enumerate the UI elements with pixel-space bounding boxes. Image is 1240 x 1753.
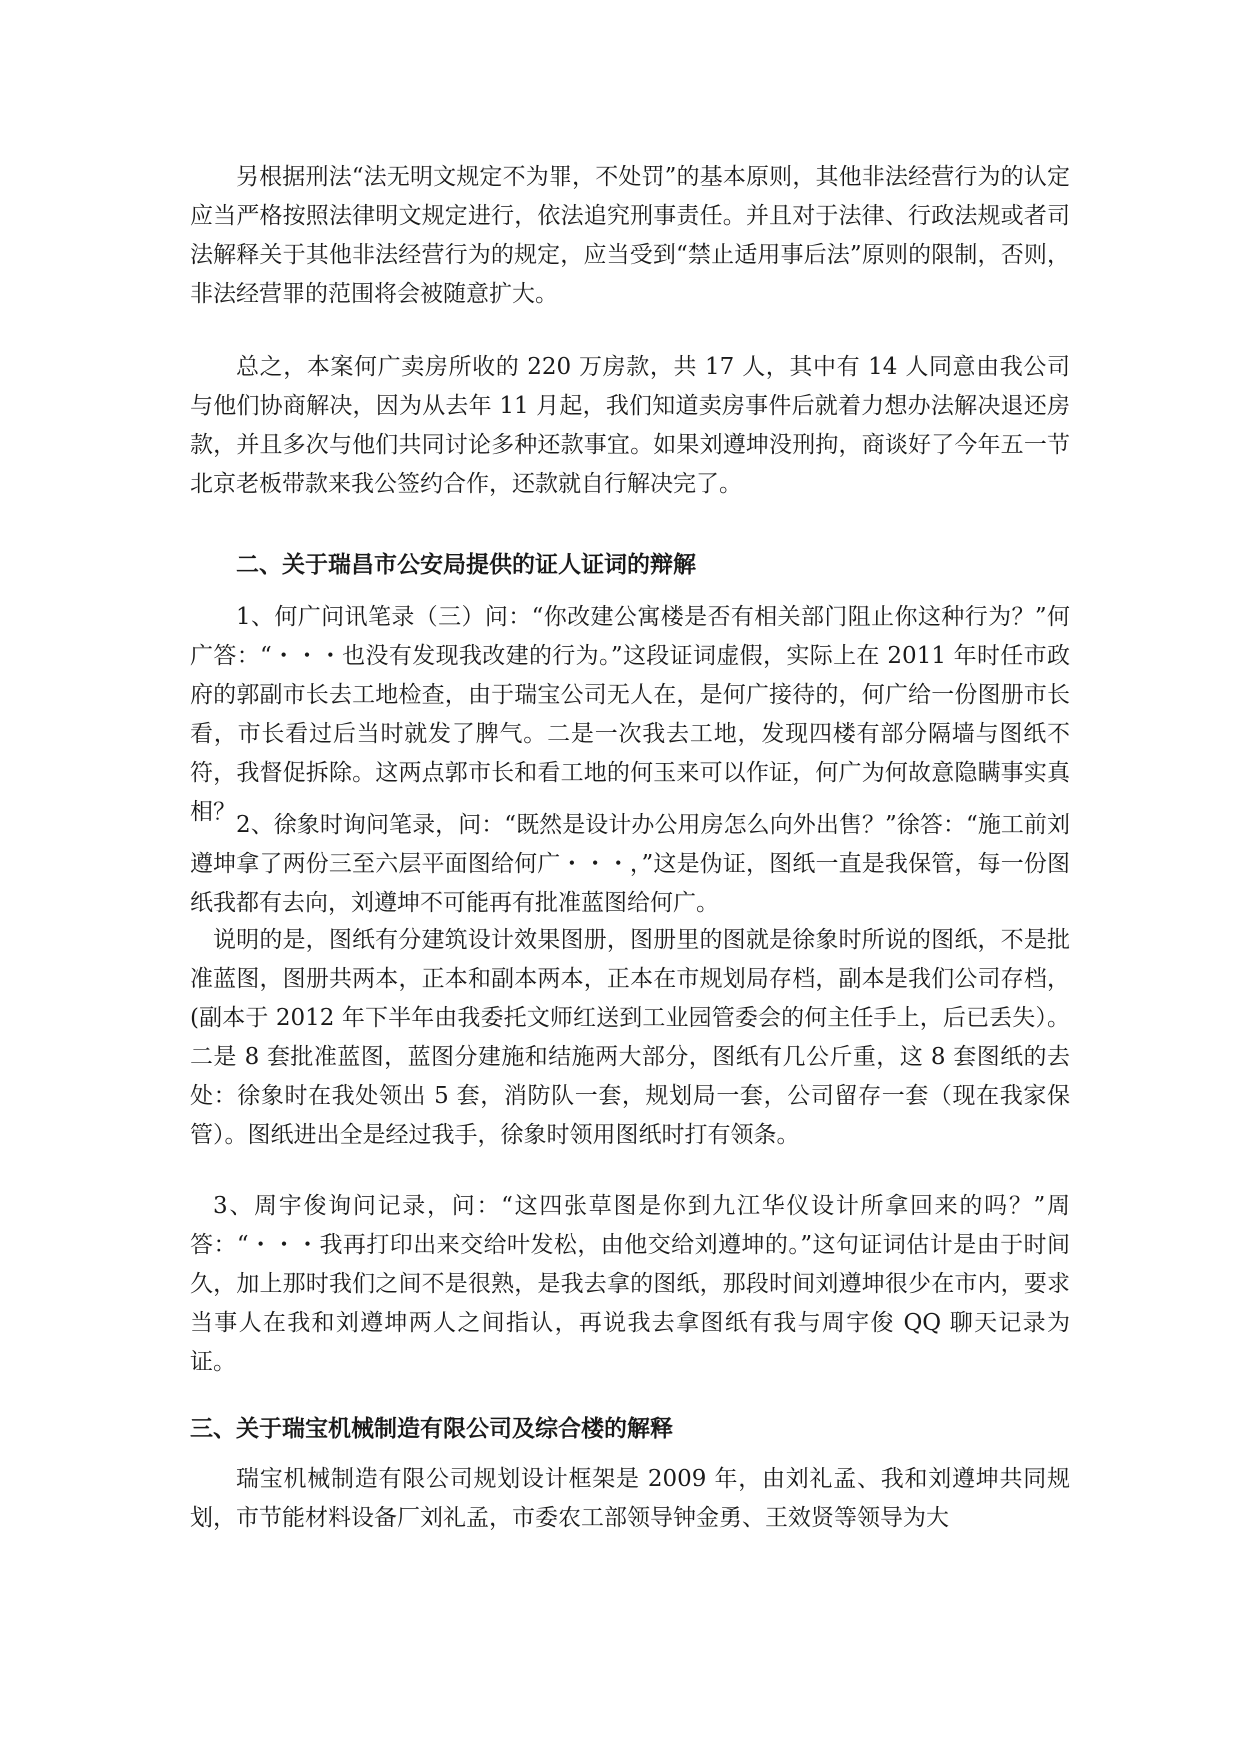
paragraph-xu-xiangshi-testimony: 2、徐象时询问笔录，问：“既然是设计办公用房怎么向外出售？”徐答：“施工前刘遵坤拿了两份三至六层平面图给何广・・・，”这是伪证，图纸一直是我保管，每一份图纸我都有去向，刘遵坤不可能再有批准蓝图给何广。	[190, 812, 1070, 916]
paragraph-he-guang-testimony: 1、何广问讯笔录（三）问：“你改建公寓楼是否有相关部门阻止你这种行为？”何广答：“・・・也没有发现我改建的行为。”这段证词虚假，实际上在 2011 年时任市政府的郭副市长去工地检查，由于瑞宝公司无人在，是何广接待的，何广给一份图册市长看，市长看过后当时就发了脾气。二是一次我去工地，发现四楼有部分隔墙与图纸不符，我督促拆除。这两点郭市长和看工地的何玉来可以作证，何广为何故意隐瞒事实真相？	[190, 604, 1070, 825]
section-heading-2: 二、关于瑞昌市公安局提供的证人证词的辩解	[236, 552, 696, 578]
section-heading-3: 三、关于瑞宝机械制造有限公司及综合楼的解释	[190, 1416, 673, 1442]
paragraph-drawings-explanation: 说明的是，图纸有分建筑设计效果图册，图册里的图就是徐象时所说的图纸，不是批准蓝图，图册共两本，正本和副本两本，正本在市规划局存档，副本是我们公司存档，(副本于 2012 年下半年由我委托文师红送到工业园管委会的何主任手上，后已丢失）。二是 8 套批准蓝图，蓝图分建施和结施两大部分，图纸有几公斤重，这 8 套图纸的去处：徐象时在我处领出 5 套，消防队一套，规划局一套，公司留存一套（现在我家保管）。图纸进出全是经过我手，徐象时领用图纸时打有领条。	[190, 927, 1070, 1148]
paragraph-ruibao-company: 瑞宝机械制造有限公司规划设计框架是 2009 年，由刘礼孟、我和刘遵坤共同规划，市节能材料设备厂刘礼孟，市委农工部领导钟金勇、王效贤等领导为大	[190, 1466, 1070, 1531]
paragraph-summary: 总之，本案何广卖房所收的 220 万房款，共 17 人，其中有 14 人同意由我公司与他们协商解决，因为从去年 11 月起，我们知道卖房事件后就着力想办法解决退还房款，并且多次与他们共同讨论多种还款事宜。如果刘遵坤没刑拘，商谈好了今年五一节北京老板带款来我公签约合作，还款就自行解决完了。	[190, 354, 1070, 497]
paragraph-legal-principle: 另根据刑法“法无明文规定不为罪，不处罚”的基本原则，其他非法经营行为的认定应当严格按照法律明文规定进行，依法追究刑事责任。并且对于法律、行政法规或者司法解释关于其他非法经营行为的规定，应当受到“禁止适用事后法”原则的限制，否则，非法经营罪的范围将会被随意扩大。	[190, 164, 1070, 307]
paragraph-zhou-yujun-testimony: 3、周宇俊询问记录，问：“这四张草图是你到九江华仪设计所拿回来的吗？”周答：“・・・我再打印出来交给叶发松，由他交给刘遵坤的。”这句证词估计是由于时间久，加上那时我们之间不是很熟，是我去拿的图纸，那段时间刘遵坤很少在市内，要求当事人在我和刘遵坤两人之间指认，再说我去拿图纸有我与周宇俊 QQ 聊天记录为证。	[190, 1193, 1070, 1375]
